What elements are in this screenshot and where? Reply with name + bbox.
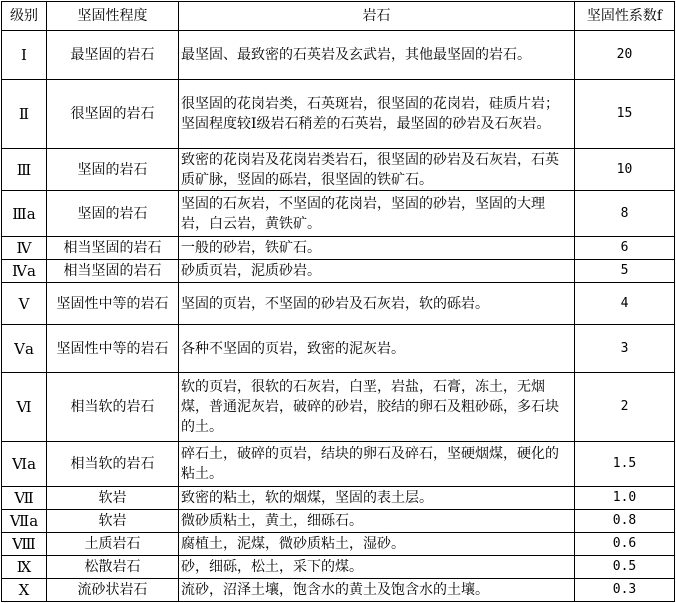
table-body [2, 31, 675, 602]
coefficient-cell: 2 [575, 373, 675, 442]
grade-cell: Ⅷ [2, 533, 47, 556]
table-row [2, 31, 675, 80]
degree-cell: 相当软的岩石 [47, 373, 179, 442]
coefficient-cell: 0.8 [575, 510, 675, 533]
table-row [2, 325, 675, 373]
degree-cell: 相当软的岩石 [47, 442, 179, 487]
grade-cell: Ⅲa [2, 191, 47, 237]
rock-hardness-table [1, 1, 675, 602]
coefficient-cell: 15 [575, 80, 675, 149]
table-row [2, 283, 675, 325]
header-row [2, 2, 675, 31]
degree-cell: 软岩 [47, 510, 179, 533]
header-coefficient: 坚固性系数f [575, 2, 675, 31]
coefficient-cell: 10 [575, 149, 675, 191]
rock-cell: 流砂，沼泽土壤，饱含水的黄土及饱含水的土壤。 [179, 579, 575, 602]
degree-cell: 土质岩石 [47, 533, 179, 556]
grade-cell: Ⅸ [2, 556, 47, 579]
rock-cell: 致密的花岗岩及花岗岩类岩石，很坚固的砂岩及石灰岩，石英质矿脉，竖固的砾岩，很坚固的铁矿石。 [179, 149, 575, 191]
degree-cell: 坚固性中等的岩石 [47, 325, 179, 373]
table-row [2, 237, 675, 260]
grade-cell: Ⅱ [2, 80, 47, 149]
degree-cell: 很坚固的岩石 [47, 80, 179, 149]
rock-cell: 很坚固的花岗岩类，石英斑岩，很坚固的花岗岩，硅质片岩；坚固程度较Ⅰ级岩石稍差的石英岩，最坚固的砂岩及石灰岩。 [179, 80, 575, 149]
rock-cell: 碎石土，破碎的页岩，结块的卵石及碎石，坚硬烟煤，硬化的粘土。 [179, 442, 575, 487]
coefficient-cell: 0.6 [575, 533, 675, 556]
grade-cell: Ⅶa [2, 510, 47, 533]
table-row [2, 149, 675, 191]
coefficient-cell: 6 [575, 237, 675, 260]
rock-cell: 最坚固、最致密的石英岩及玄武岩，其他最坚固的岩石。 [179, 31, 575, 80]
grade-cell: Ⅴa [2, 325, 47, 373]
degree-cell: 松散岩石 [47, 556, 179, 579]
coefficient-cell: 3 [575, 325, 675, 373]
table-row [2, 579, 675, 602]
table-row [2, 487, 675, 510]
rock-cell: 微砂质粘土，黄土，细砾石。 [179, 510, 575, 533]
coefficient-cell: 1.5 [575, 442, 675, 487]
grade-cell: Ⅴ [2, 283, 47, 325]
coefficient-cell: 5 [575, 260, 675, 283]
rock-cell: 腐植土，泥煤，微砂质粘土，湿砂。 [179, 533, 575, 556]
coefficient-cell: 1.0 [575, 487, 675, 510]
degree-cell: 软岩 [47, 487, 179, 510]
grade-cell: Ⅳ [2, 237, 47, 260]
rock-cell: 各种不坚固的页岩，致密的泥灰岩。 [179, 325, 575, 373]
degree-cell: 坚固的岩石 [47, 191, 179, 237]
degree-cell: 相当坚固的岩石 [47, 237, 179, 260]
grade-cell: Ⅹ [2, 579, 47, 602]
coefficient-cell: 8 [575, 191, 675, 237]
rock-cell: 致密的粘土，软的烟煤，坚固的表土层。 [179, 487, 575, 510]
grade-cell: Ⅵ [2, 373, 47, 442]
degree-cell: 坚固的岩石 [47, 149, 179, 191]
header-rock: 岩石 [179, 2, 575, 31]
rock-cell: 一般的砂岩，铁矿石。 [179, 237, 575, 260]
grade-cell: Ⅵa [2, 442, 47, 487]
coefficient-cell: 4 [575, 283, 675, 325]
rock-cell: 砂质页岩，泥质砂岩。 [179, 260, 575, 283]
degree-cell: 坚固性中等的岩石 [47, 283, 179, 325]
rock-cell: 坚固的页岩，不坚固的砂岩及石灰岩，软的砾岩。 [179, 283, 575, 325]
grade-cell: Ⅳa [2, 260, 47, 283]
grade-cell: Ⅶ [2, 487, 47, 510]
header-degree: 坚固性程度 [47, 2, 179, 31]
table-row [2, 80, 675, 149]
table-row [2, 556, 675, 579]
degree-cell: 流砂状岩石 [47, 579, 179, 602]
table-row [2, 373, 675, 442]
rock-cell: 砂，细砾，松土，采下的煤。 [179, 556, 575, 579]
degree-cell: 最坚固的岩石 [47, 31, 179, 80]
rock-cell: 软的页岩，很软的石灰岩，白垩，岩盐，石膏，冻土，无烟煤，普通泥灰岩，破碎的砂岩，胶结的卵石及粗砂砾，多石块的土。 [179, 373, 575, 442]
grade-cell: Ⅰ [2, 31, 47, 80]
table-row [2, 533, 675, 556]
coefficient-cell: 0.5 [575, 556, 675, 579]
table-row [2, 191, 675, 237]
degree-cell: 相当坚固的岩石 [47, 260, 179, 283]
coefficient-cell: 20 [575, 31, 675, 80]
rock-cell: 坚固的石灰岩，不坚固的花岗岩，坚固的砂岩，坚固的大理岩，白云岩，黄铁矿。 [179, 191, 575, 237]
table-row [2, 260, 675, 283]
coefficient-cell: 0.3 [575, 579, 675, 602]
table-row [2, 442, 675, 487]
header-grade: 级别 [2, 2, 47, 31]
grade-cell: Ⅲ [2, 149, 47, 191]
table-row [2, 510, 675, 533]
